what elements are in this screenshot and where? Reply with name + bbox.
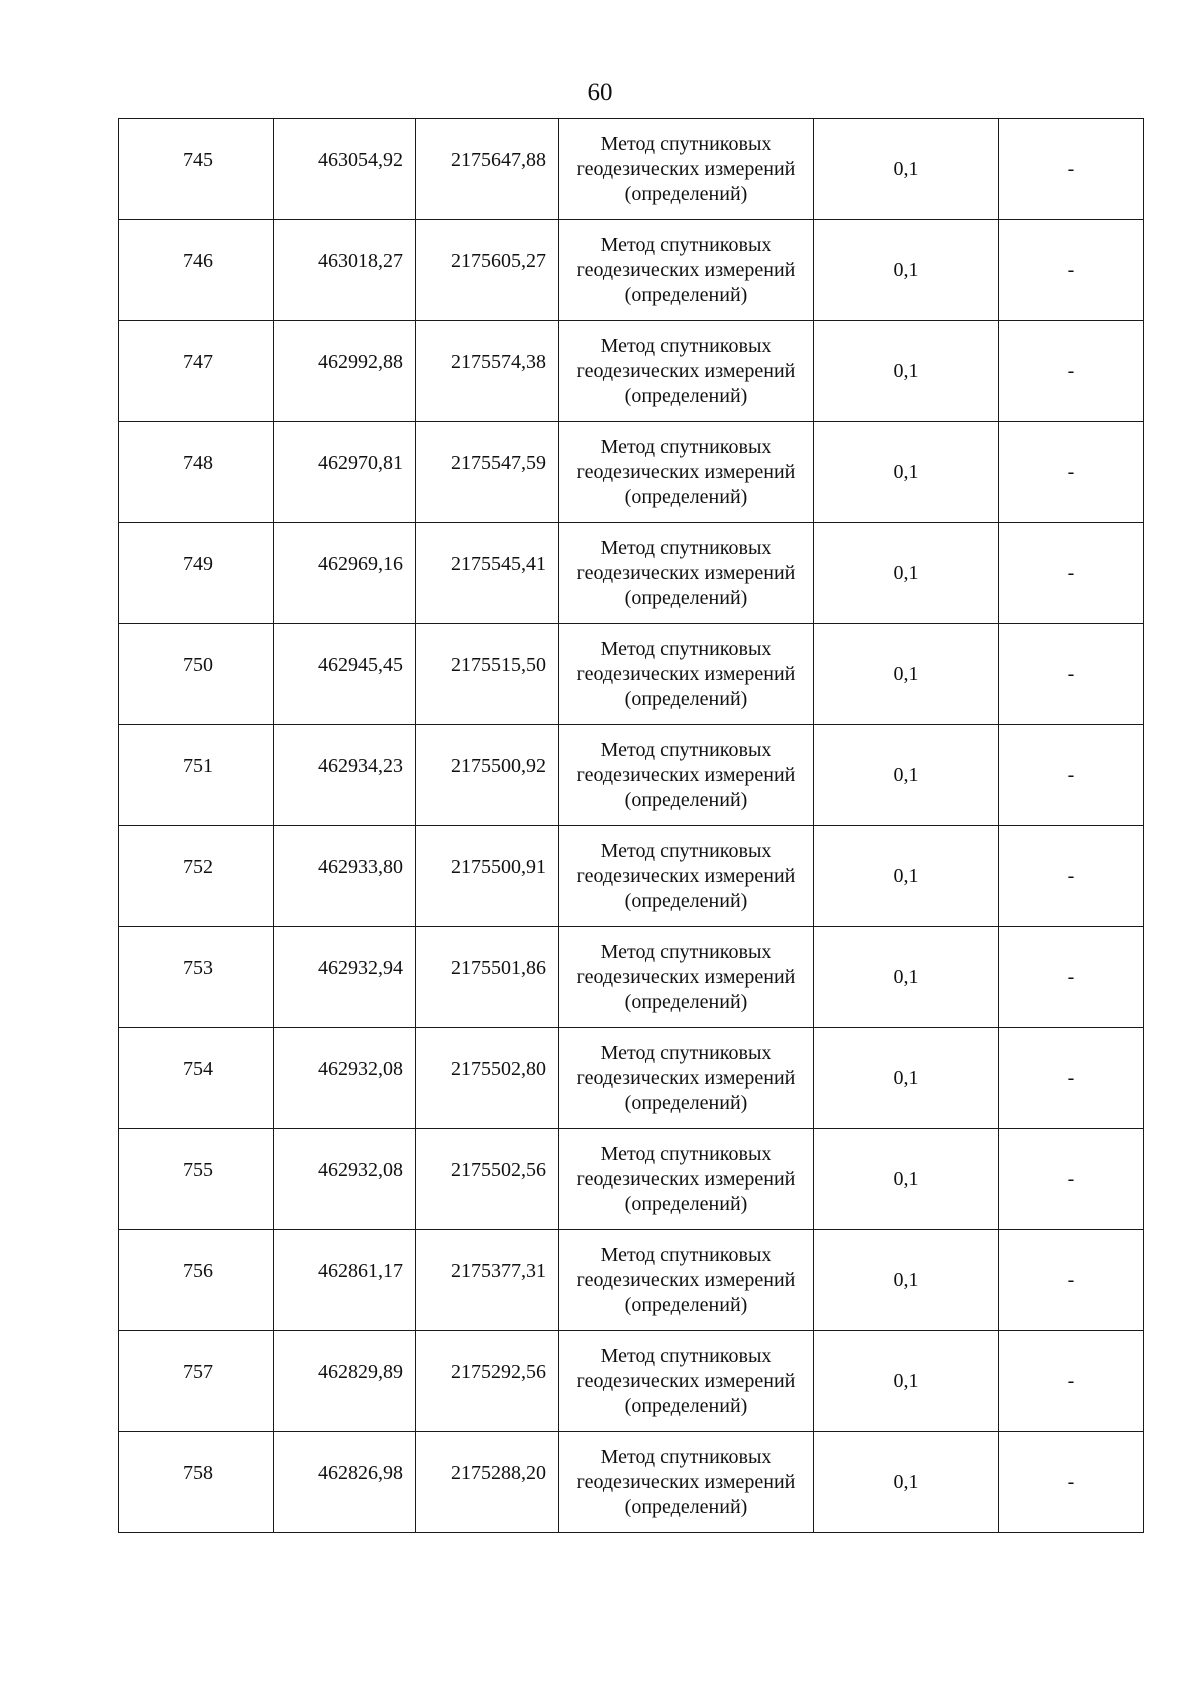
- method-cell: [559, 1028, 814, 1129]
- y-coordinate-cell: [416, 1028, 559, 1129]
- table-row: [119, 1028, 1144, 1129]
- point-number-cell-text: 757: [183, 1360, 213, 1383]
- accuracy-cell-text: 0,1: [893, 763, 919, 786]
- point-number-cell-text: 755: [183, 1158, 213, 1181]
- description-cell-text: -: [1067, 561, 1075, 584]
- x-coordinate-cell: [274, 725, 416, 826]
- x-coordinate-cell-text: 462933,80: [318, 855, 403, 878]
- accuracy-cell-text: 0,1: [893, 561, 919, 584]
- description-cell-text: -: [1067, 662, 1075, 685]
- x-coordinate-cell: [274, 523, 416, 624]
- method-line: Метод спутниковых: [600, 233, 772, 256]
- x-coordinate-cell-text: 462970,81: [318, 451, 403, 474]
- method-line: Метод спутниковых: [600, 637, 772, 660]
- table-body: [119, 119, 1144, 1533]
- method-line: геодезических измерений: [576, 258, 796, 281]
- method-line: Метод спутниковых: [600, 940, 772, 963]
- description-cell: [999, 1230, 1144, 1331]
- y-coordinate-cell-text: 2175377,31: [451, 1259, 546, 1282]
- point-number-cell: [119, 1028, 274, 1129]
- point-number-cell-text: 750: [183, 653, 213, 676]
- accuracy-cell-text: 0,1: [893, 359, 919, 382]
- method-line: геодезических измерений: [576, 1066, 796, 1089]
- method-line: (определений): [624, 182, 748, 205]
- method-line: (определений): [624, 1495, 748, 1518]
- description-cell: [999, 220, 1144, 321]
- x-coordinate-cell-text: 462932,94: [318, 956, 403, 979]
- accuracy-cell: [814, 826, 999, 927]
- point-number-cell-text: 749: [183, 552, 213, 575]
- description-cell-text: -: [1067, 763, 1075, 786]
- description-cell: [999, 321, 1144, 422]
- accuracy-cell: [814, 321, 999, 422]
- point-number-cell-text: 758: [183, 1461, 213, 1484]
- method-line: геодезических измерений: [576, 864, 796, 887]
- method-line: (определений): [624, 687, 748, 710]
- point-number-cell-text: 746: [183, 249, 213, 272]
- method-line: (определений): [624, 586, 748, 609]
- y-coordinate-cell: [416, 321, 559, 422]
- y-coordinate-cell-text: 2175605,27: [451, 249, 546, 272]
- description-cell: [999, 422, 1144, 523]
- method-cell: [559, 624, 814, 725]
- accuracy-cell: [814, 1432, 999, 1533]
- y-coordinate-cell: [416, 523, 559, 624]
- accuracy-cell: [814, 422, 999, 523]
- accuracy-cell-text: 0,1: [893, 662, 919, 685]
- method-cell: [559, 1129, 814, 1230]
- method-line: Метод спутниковых: [600, 1344, 772, 1367]
- point-number-cell: [119, 220, 274, 321]
- method-line: Метод спутниковых: [600, 1445, 772, 1468]
- x-coordinate-cell: [274, 119, 416, 220]
- description-cell-text: -: [1067, 1066, 1075, 1089]
- method-line: геодезических измерений: [576, 460, 796, 483]
- method-cell: [559, 220, 814, 321]
- y-coordinate-cell: [416, 119, 559, 220]
- accuracy-cell-text: 0,1: [893, 864, 919, 887]
- method-cell: [559, 422, 814, 523]
- method-cell: [559, 927, 814, 1028]
- accuracy-cell-text: 0,1: [893, 460, 919, 483]
- description-cell: [999, 119, 1144, 220]
- method-line: (определений): [624, 1394, 748, 1417]
- method-line: (определений): [624, 889, 748, 912]
- method-line: геодезических измерений: [576, 1369, 796, 1392]
- y-coordinate-cell: [416, 1432, 559, 1533]
- y-coordinate-cell: [416, 1230, 559, 1331]
- y-coordinate-cell-text: 2175574,38: [451, 350, 546, 373]
- description-cell: [999, 624, 1144, 725]
- x-coordinate-cell-text: 462932,08: [318, 1158, 403, 1181]
- table-row: [119, 321, 1144, 422]
- accuracy-cell: [814, 1129, 999, 1230]
- method-cell: [559, 1331, 814, 1432]
- x-coordinate-cell: [274, 927, 416, 1028]
- method-line: (определений): [624, 485, 748, 508]
- description-cell: [999, 826, 1144, 927]
- coordinates-table: [118, 118, 1144, 1533]
- y-coordinate-cell-text: 2175502,80: [451, 1057, 546, 1080]
- accuracy-cell: [814, 1028, 999, 1129]
- method-line: (определений): [624, 1091, 748, 1114]
- x-coordinate-cell-text: 463054,92: [318, 148, 403, 171]
- method-line: геодезических измерений: [576, 662, 796, 685]
- description-cell-text: -: [1067, 1369, 1075, 1392]
- accuracy-cell: [814, 1331, 999, 1432]
- method-line: геодезических измерений: [576, 1268, 796, 1291]
- method-cell: [559, 119, 814, 220]
- point-number-cell: [119, 725, 274, 826]
- x-coordinate-cell: [274, 1028, 416, 1129]
- y-coordinate-cell-text: 2175515,50: [451, 653, 546, 676]
- method-cell: [559, 725, 814, 826]
- y-coordinate-cell: [416, 927, 559, 1028]
- point-number-cell: [119, 1432, 274, 1533]
- description-cell-text: -: [1067, 1268, 1075, 1291]
- point-number-cell-text: 745: [183, 148, 213, 171]
- point-number-cell: [119, 1230, 274, 1331]
- description-cell-text: -: [1067, 1167, 1075, 1190]
- x-coordinate-cell-text: 463018,27: [318, 249, 403, 272]
- y-coordinate-cell: [416, 725, 559, 826]
- method-line: геодезических измерений: [576, 359, 796, 382]
- x-coordinate-cell-text: 462932,08: [318, 1057, 403, 1080]
- accuracy-cell-text: 0,1: [893, 965, 919, 988]
- y-coordinate-cell: [416, 220, 559, 321]
- method-line: (определений): [624, 788, 748, 811]
- table-row: [119, 1331, 1144, 1432]
- y-coordinate-cell-text: 2175288,20: [451, 1461, 546, 1484]
- method-line: геодезических измерений: [576, 157, 796, 180]
- method-line: геодезических измерений: [576, 1470, 796, 1493]
- point-number-cell: [119, 826, 274, 927]
- method-line: (определений): [624, 384, 748, 407]
- accuracy-cell-text: 0,1: [893, 157, 919, 180]
- method-line: (определений): [624, 1293, 748, 1316]
- method-line: (определений): [624, 1192, 748, 1215]
- point-number-cell-text: 753: [183, 956, 213, 979]
- method-line: геодезических измерений: [576, 561, 796, 584]
- method-line: геодезических измерений: [576, 763, 796, 786]
- x-coordinate-cell: [274, 422, 416, 523]
- description-cell-text: -: [1067, 965, 1075, 988]
- method-line: Метод спутниковых: [600, 132, 772, 155]
- table-row: [119, 927, 1144, 1028]
- table-row: [119, 1230, 1144, 1331]
- x-coordinate-cell: [274, 1331, 416, 1432]
- description-cell-text: -: [1067, 864, 1075, 887]
- method-line: Метод спутниковых: [600, 1243, 772, 1266]
- description-cell: [999, 1331, 1144, 1432]
- x-coordinate-cell: [274, 1432, 416, 1533]
- x-coordinate-cell: [274, 1129, 416, 1230]
- table-row: [119, 725, 1144, 826]
- y-coordinate-cell-text: 2175647,88: [451, 148, 546, 171]
- table-row: [119, 1432, 1144, 1533]
- x-coordinate-cell: [274, 624, 416, 725]
- x-coordinate-cell-text: 462861,17: [318, 1259, 403, 1282]
- accuracy-cell-text: 0,1: [893, 1066, 919, 1089]
- x-coordinate-cell-text: 462829,89: [318, 1360, 403, 1383]
- accuracy-cell: [814, 725, 999, 826]
- description-cell-text: -: [1067, 460, 1075, 483]
- method-line: геодезических измерений: [576, 965, 796, 988]
- accuracy-cell: [814, 1230, 999, 1331]
- point-number-cell-text: 751: [183, 754, 213, 777]
- point-number-cell: [119, 927, 274, 1028]
- method-line: Метод спутниковых: [600, 738, 772, 761]
- method-line: Метод спутниковых: [600, 334, 772, 357]
- method-cell: [559, 826, 814, 927]
- description-cell-text: -: [1067, 1470, 1075, 1493]
- x-coordinate-cell: [274, 220, 416, 321]
- point-number-cell: [119, 422, 274, 523]
- accuracy-cell-text: 0,1: [893, 1369, 919, 1392]
- y-coordinate-cell-text: 2175547,59: [451, 451, 546, 474]
- table-row: [119, 624, 1144, 725]
- method-line: геодезических измерений: [576, 1167, 796, 1190]
- point-number-cell-text: 747: [183, 350, 213, 373]
- y-coordinate-cell-text: 2175500,91: [451, 855, 546, 878]
- page-number: 60: [587, 79, 613, 106]
- accuracy-cell: [814, 624, 999, 725]
- method-cell: [559, 1432, 814, 1533]
- method-cell: [559, 523, 814, 624]
- description-cell-text: -: [1067, 258, 1075, 281]
- description-cell-text: -: [1067, 157, 1075, 180]
- method-line: Метод спутниковых: [600, 1041, 772, 1064]
- accuracy-cell: [814, 119, 999, 220]
- accuracy-cell: [814, 927, 999, 1028]
- method-line: (определений): [624, 283, 748, 306]
- point-number-cell-text: 754: [183, 1057, 213, 1080]
- x-coordinate-cell: [274, 321, 416, 422]
- point-number-cell-text: 748: [183, 451, 213, 474]
- point-number-cell: [119, 1129, 274, 1230]
- accuracy-cell-text: 0,1: [893, 1167, 919, 1190]
- method-line: Метод спутниковых: [600, 1142, 772, 1165]
- description-cell: [999, 523, 1144, 624]
- x-coordinate-cell-text: 462934,23: [318, 754, 403, 777]
- accuracy-cell: [814, 220, 999, 321]
- description-cell-text: -: [1067, 359, 1075, 382]
- y-coordinate-cell: [416, 422, 559, 523]
- x-coordinate-cell-text: 462945,45: [318, 653, 403, 676]
- table-row: [119, 826, 1144, 927]
- y-coordinate-cell-text: 2175502,56: [451, 1158, 546, 1181]
- table-row: [119, 523, 1144, 624]
- x-coordinate-cell-text: 462969,16: [318, 552, 403, 575]
- y-coordinate-cell-text: 2175500,92: [451, 754, 546, 777]
- point-number-cell-text: 752: [183, 855, 213, 878]
- description-cell: [999, 1432, 1144, 1533]
- method-line: Метод спутниковых: [600, 435, 772, 458]
- x-coordinate-cell: [274, 826, 416, 927]
- point-number-cell: [119, 624, 274, 725]
- accuracy-cell: [814, 523, 999, 624]
- y-coordinate-cell-text: 2175292,56: [451, 1360, 546, 1383]
- table-row: [119, 1129, 1144, 1230]
- description-cell: [999, 725, 1144, 826]
- method-line: Метод спутниковых: [600, 536, 772, 559]
- point-number-cell: [119, 119, 274, 220]
- point-number-cell: [119, 1331, 274, 1432]
- table-row: [119, 119, 1144, 220]
- y-coordinate-cell-text: 2175501,86: [451, 956, 546, 979]
- x-coordinate-cell: [274, 1230, 416, 1331]
- accuracy-cell-text: 0,1: [893, 258, 919, 281]
- table-row: [119, 220, 1144, 321]
- method-line: (определений): [624, 990, 748, 1013]
- point-number-cell: [119, 523, 274, 624]
- point-number-cell-text: 756: [183, 1259, 213, 1282]
- description-cell: [999, 1028, 1144, 1129]
- y-coordinate-cell: [416, 1331, 559, 1432]
- y-coordinate-cell: [416, 624, 559, 725]
- accuracy-cell-text: 0,1: [893, 1470, 919, 1493]
- y-coordinate-cell: [416, 1129, 559, 1230]
- x-coordinate-cell-text: 462992,88: [318, 350, 403, 373]
- description-cell: [999, 1129, 1144, 1230]
- y-coordinate-cell: [416, 826, 559, 927]
- table-row: [119, 422, 1144, 523]
- method-cell: [559, 1230, 814, 1331]
- point-number-cell: [119, 321, 274, 422]
- method-cell: [559, 321, 814, 422]
- y-coordinate-cell-text: 2175545,41: [451, 552, 546, 575]
- description-cell: [999, 927, 1144, 1028]
- accuracy-cell-text: 0,1: [893, 1268, 919, 1291]
- x-coordinate-cell-text: 462826,98: [318, 1461, 403, 1484]
- method-line: Метод спутниковых: [600, 839, 772, 862]
